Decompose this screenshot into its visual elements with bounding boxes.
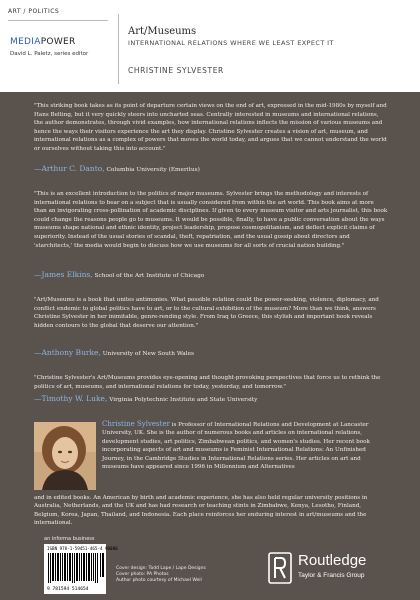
series-block [8,20,108,83]
bio-author-name: Christine Sylvester [102,420,170,428]
isbn-number: ISBN 978-1-59451-465-4 [47,546,103,551]
endorsement-quote: "This striking book takes as its point of departure certain views on the end of art, expressed in the mid-1980s by myself and Hans Belting, but it very quickly steers into uncharted seas. Centrally interested in museums and international relations, the author demonstrates, through vivid examples, how international relations inflects the mission of various museums and hence the ways their visitors experience the art they display. Christine Sylvester creates a vision of art, museum, and international relations as a complex of powers that moves the world today, and argues that we cannot understand the world or ourselves without taking this into account." [34,103,387,152]
series-logo-media: MEDIA [10,37,41,47]
publisher-group: Taylor & Francis Group [298,572,365,579]
informa-tagline: an informa business [44,536,95,542]
author-portrait-image [34,422,96,490]
publisher-name: Routledge [298,552,367,569]
endorsement-attribution [34,348,194,357]
header-divider [118,14,119,84]
endorser-affiliation: School of the Art Institute of Chicago [94,273,205,279]
endorsement-panel [0,92,420,600]
author-name: CHRISTINE SYLVESTER [128,66,224,75]
endorsement-quote: "Christine Sylvester's Art/Museums provides eye-opening and thought-provoking perspectives that force us to rethink the politics of art, museums, and international relations for today, yesterday, and tomorrow." [34,375,381,390]
cover-credits [116,566,206,585]
endorser-name: —Timothy W. Luke, [34,394,108,403]
credit-line: Author photo courtesy of Michael Weil [116,578,202,584]
author-bio [102,420,388,471]
category-label: ART / POLITICS [8,8,60,15]
credit-line: Cover photo: PA Photos [116,572,169,578]
publisher-logo [268,550,398,590]
series-editor: David L. Paletz, series editor [10,51,89,57]
endorser-affiliation: Virginia Polytechnic Institute and State University [109,397,258,403]
author-bio-continued: and in edited books. An American by birth and academic experience, she has also held regular university positions in Australia, Netherlands, and the UK and has had research or teaching stints in Zimbabwe, Kenya, Lesotho, Finland, Belgium, Korea, Japan, Thailand, and Indonesia. Each place reinforces her enduring interest in art/museums and the international. [34,495,368,527]
endorsement-attribution [34,394,257,403]
series-logo [10,37,76,47]
endorsement-quote: "This is an excellent introduction to the politics of major museums. Sylvester brings the methodology and interests of international relations to bear on a subject that is usually considered from within the art world. This book aims at more than an invigorating cross-pollination of academic disciplines. If given to every museum visitor and arts journalist, this book could change the reasons people go to museums. It would be possible, finally, to have a public conversation about the ways museums shape national and ethnic identity, project leadership, propose cosmopolitanism, and deflect explicit claims of superiority. Instead of the usual stories of scandal, theft, repatriation, and the usual gossip about directors and 'starchitects,' the media would begin to discuss how we use museums for all sorts of crucial nation building." [34,191,388,249]
book-subtitle: INTERNATIONAL RELATIONS WHERE WE LEAST EXPECT IT [128,39,334,47]
endorser-name: —James Elkins, [34,270,93,279]
isbn-addon: 90000 [105,546,118,551]
credit-line: Cover design: Todd Lape / Lape Designs [116,566,206,571]
endorser-affiliation: Columbia University (Emeritus) [106,167,200,173]
header [0,0,420,92]
bio-text: is Professor of International Relations and Development at Lancaster University, UK. She is the author of numerous books and articles on international relations, development studies, art politics, Zimbabwean politics, and women's studies. Her recent book incorporating aspects of art and museums is Feminist International Relations: An Unfinished Journey, in the Cambridge Studies in International Relations series. Her articles on art and museums have appeared since 1996 in Millennium and Alternatives [102,422,370,471]
endorser-affiliation: University of New South Wales [102,351,194,357]
series-logo-power: POWER [40,37,76,47]
endorser-name: —Arthur C. Danto, [34,164,105,173]
endorsement-attribution [34,270,204,279]
barcode-number: 9 781594 514654 [47,587,89,592]
barcode-bars [44,544,106,594]
book-title: Art/Museums [128,26,197,37]
endorsement-quote: "Art/Museums is a book that unites antimonies. What possible relation could the power-seeking, violence, diplomacy, and conflict endemic to global politics have to art, or to the cultural exhibition of the museum? More than we think, answers Christine Sylvester in her inimitable, genre-rending style. From Iraq to Greece, this stylish and important book reveals hidden contours to the global that deserve our attention." [34,297,379,329]
routledge-icon [268,552,292,584]
author-photo [34,422,96,490]
endorsement-attribution [34,164,200,173]
barcode [44,544,118,594]
endorser-name: —Anthony Burke, [34,348,101,357]
